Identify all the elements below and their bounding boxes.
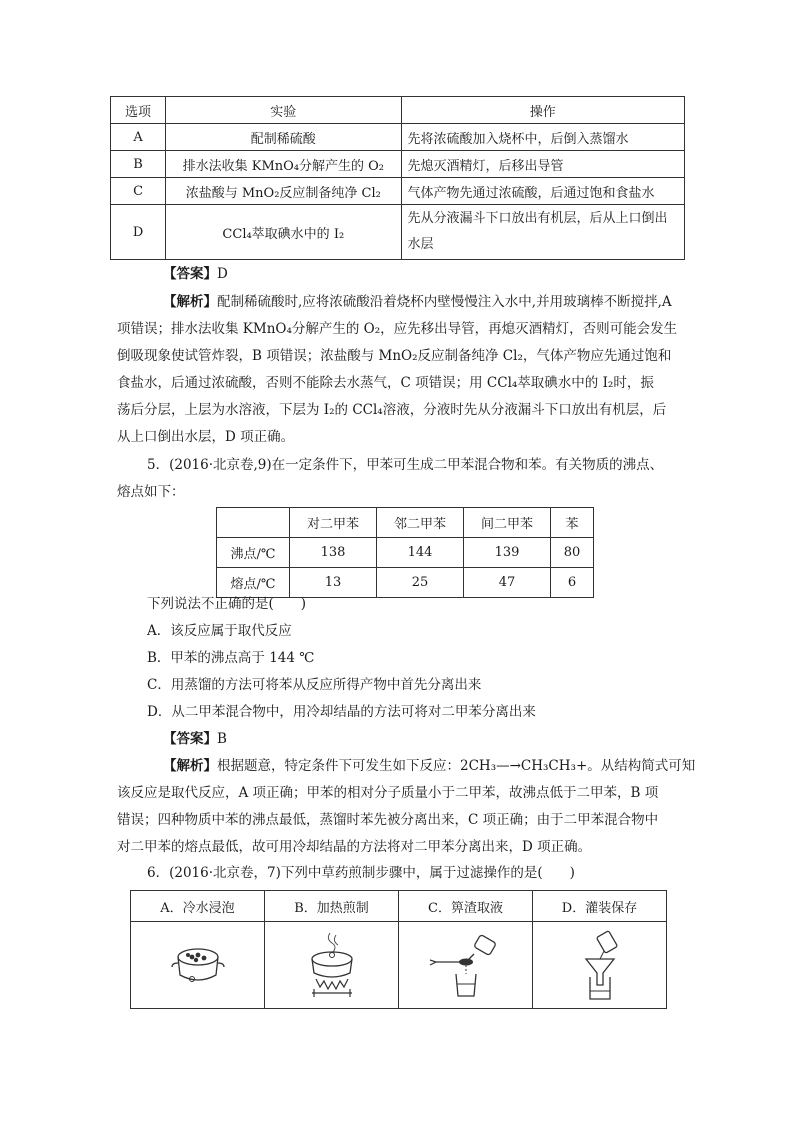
analysis-line: 项错误；排水法收集 KMnO₄分解产生的 O₂，应先移出导管，再熄灭酒精灯，否则可能会发生: [117, 321, 678, 337]
table-header-cell: 实验: [166, 97, 401, 124]
heating-pot-icon: [265, 922, 399, 1009]
option-a: A．该反应属于取代反应: [147, 623, 292, 639]
table-cell: 配制稀硫酸: [166, 124, 401, 151]
answer-value: B: [217, 731, 227, 747]
table-cell: 25: [377, 568, 464, 598]
analysis-line: 荡后分层，上层为水溶液，下层为 I₂的 CCl₄溶液，分液时先从分液漏斗下口放出有机层，后: [117, 402, 667, 418]
option-d-label: D．灌装保存: [533, 891, 667, 922]
question-stem: 熔点如下：: [117, 484, 185, 500]
answer-value: D: [217, 266, 228, 282]
answer-tag: 【答案】: [163, 731, 217, 747]
table-cell: 熔点/℃: [217, 568, 290, 598]
analysis-line: 倒吸现象使试管炸裂，B 项错误；浓盐酸与 MnO₂反应制备纯净 Cl₂，气体产物应先通过饱和: [117, 348, 672, 364]
table-cell: 139: [464, 538, 551, 568]
table-header-cell: 苯: [551, 508, 594, 538]
table-header-cell: 操作: [401, 97, 685, 124]
table-cell: 先将浓硫酸加入烧杯中，后倒入蒸馏水: [401, 124, 685, 151]
table-cell: B: [111, 151, 166, 178]
table-header-cell: 选项: [111, 97, 166, 124]
analysis-line: [163, 754, 695, 778]
table-cell: 80: [551, 538, 594, 568]
analysis-line: 食盐水，后通过浓硫酸，否则不能除去水蒸气，C 项错误；用 CCl₄萃取碘水中的 I₂时，振: [117, 375, 654, 391]
table-header-row: [131, 891, 667, 922]
table-row: [111, 124, 685, 151]
question-prompt: 下列说法不正确的是( ): [147, 596, 307, 612]
filtering-icon: [399, 922, 533, 1009]
analysis-tag: 【解析】: [163, 758, 217, 774]
bottling-icon: [533, 922, 667, 1009]
question-stem: 6．(2016·北京卷，7)下列中草药煎制步骤中，属于过滤操作的是( ): [147, 865, 575, 881]
answer-tag: 【答案】: [163, 266, 217, 282]
table-cell: 先熄灭酒精灯，后移出导管: [401, 151, 685, 178]
analysis-text: 根据题意，特定条件下可发生如下反应：2CH₃—→CH₃CH₃+。从结构简式可知: [217, 758, 696, 774]
option-a-label: A．冷水浸泡: [131, 891, 265, 922]
soaking-pot-icon: [131, 922, 265, 1009]
question-stem: 5．(2016·北京卷,9)在一定条件下，甲苯可生成二甲苯混合物和苯。有关物质的沸点、: [147, 457, 664, 473]
table-cell: 47: [464, 568, 551, 598]
analysis-line: 错误；四种物质中苯的沸点最低，蒸馏时苯先被分离出来，C 项正确；由于二甲苯混合物中: [117, 812, 659, 828]
table-row: [111, 178, 685, 205]
table-header-cell: [217, 508, 290, 538]
table-cell: C: [111, 178, 166, 205]
q5-answer: [163, 727, 227, 751]
analysis-line: [163, 290, 672, 314]
table-cell: 沸点/℃: [217, 538, 290, 568]
analysis-line: 从上口倒出水层，D 项正确。: [117, 429, 295, 445]
option-b-label: B．加热煎制: [265, 891, 399, 922]
table-cell: D: [111, 205, 166, 260]
table-cell: 13: [290, 568, 377, 598]
table-header-row: [217, 508, 594, 538]
table-row: [217, 538, 594, 568]
analysis-line: 该反应是取代反应，A 项正确；甲苯的相对分子质量小于二甲苯，故沸点低于二甲苯，B 项: [117, 785, 659, 801]
table-cell: 6: [551, 568, 594, 598]
table-cell: CCl₄萃取碘水中的 I₂: [166, 205, 401, 260]
table-cell: 先从分液漏斗下口放出有机层，后从上口倒出水层: [401, 205, 685, 260]
option-c: C．用蒸馏的方法可将苯从反应所得产物中首先分离出来: [147, 677, 482, 693]
table-header-cell: 邻二甲苯: [377, 508, 464, 538]
table-cell: 144: [377, 538, 464, 568]
table-cell: 浓盐酸与 MnO₂反应制备纯净 Cl₂: [166, 178, 401, 205]
table-row: [111, 205, 685, 260]
table-cell: 138: [290, 538, 377, 568]
table-row: [131, 922, 667, 1009]
option-c-label: C．箅渣取液: [399, 891, 533, 922]
table-header-cell: 间二甲苯: [464, 508, 551, 538]
analysis-tag: 【解析】: [163, 294, 217, 310]
table-header-row: [111, 97, 685, 124]
table-header-cell: 对二甲苯: [290, 508, 377, 538]
option-d: D．从二甲苯混合物中，用冷却结晶的方法可将对二甲苯分离出来: [147, 704, 536, 720]
analysis-line: 对二甲苯的熔点最低，故可用冷却结晶的方法将对二甲苯分离出来，D 项正确。: [117, 839, 592, 855]
options-table: [110, 96, 685, 260]
melting-boiling-table: [216, 507, 594, 598]
herbal-steps-table: [130, 890, 667, 1009]
table-cell: 气体产物先通过浓硫酸，后通过饱和食盐水: [401, 178, 685, 205]
analysis-text: 配制稀硫酸时,应将浓硫酸沿着烧杯内壁慢慢注入水中,并用玻璃棒不断搅拌,A: [217, 294, 672, 310]
table-cell: 排水法收集 KMnO₄分解产生的 O₂: [166, 151, 401, 178]
option-b: B．甲苯的沸点高于 144 ℃: [147, 650, 315, 666]
q4-answer: [163, 262, 228, 286]
table-row: [111, 151, 685, 178]
table-cell: A: [111, 124, 166, 151]
